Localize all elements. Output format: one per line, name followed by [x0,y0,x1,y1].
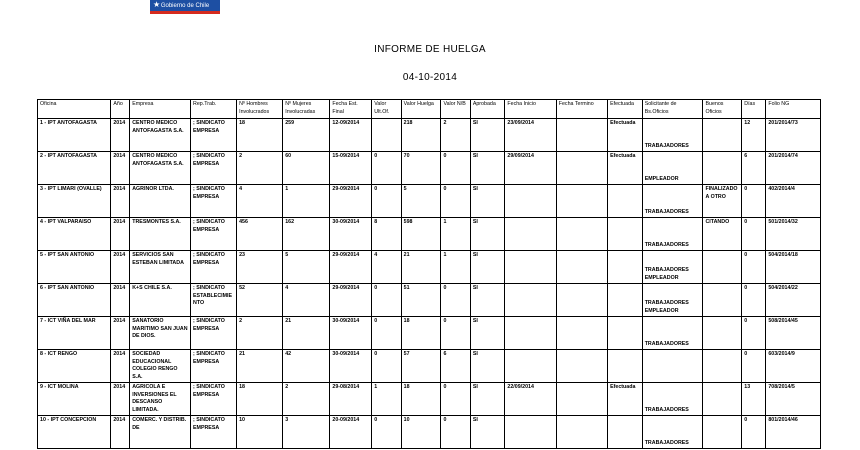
table-cell: 3 - IPT LIMARI (OVALLE) [38,185,111,218]
table-cell: 0 [441,284,470,317]
table-cell: 6 [742,152,766,185]
table-cell: 201/2014/73 [766,119,821,152]
table-cell: 10 - IPT CONCEPCION [38,416,111,449]
table-cell: ; SINDICATO EMPRESA [191,383,237,416]
table-cell: ; SINDICATO EMPRESA [191,317,237,350]
table-cell: AGRINOR LTDA. [130,185,191,218]
table-cell: 2 [237,317,283,350]
table-cell: 29-09/2014 [330,251,372,284]
table-cell: 29-09/2014 [330,185,372,218]
table-cell: 0 [441,152,470,185]
table-cell [505,317,556,350]
table-cell: 2014 [111,152,130,185]
table-cell [372,119,401,152]
table-cell: AGRICOLA E INVERSIONES EL DESCANSO LIMITADA. [130,383,191,416]
table-cell: 8 - ICT RENGO [38,350,111,383]
table-cell: 2014 [111,119,130,152]
table-cell [556,416,607,449]
table-cell: SI [470,317,505,350]
table-cell: 801/2014/46 [766,416,821,449]
table-cell: 60 [283,152,330,185]
column-header: Empresa [130,100,191,119]
table-row [38,416,821,449]
table-cell: ; SINDICATO ESTABLECIMIENTO [191,284,237,317]
table-cell: CITANDO [703,218,742,251]
table-cell: K+S CHILE S.A. [130,284,191,317]
column-header: Rep.Trab. [191,100,237,119]
table-cell: 4 - IPT VALPARAISO [38,218,111,251]
table-cell [608,317,643,350]
table-cell: 18 [401,383,441,416]
table-cell: 508/2014/45 [766,317,821,350]
table-row [38,317,821,350]
table-cell: ; SINDICATO EMPRESA [191,185,237,218]
table-cell: 10 [401,416,441,449]
table-cell [556,218,607,251]
table-cell: ; SINDICATO EMPRESA [191,218,237,251]
report-date: 04-10-2014 [402,72,458,83]
table-cell: SI [470,251,505,284]
table-cell: 0 [372,284,401,317]
column-header: Aprobada [470,100,505,119]
table-cell: 30-09/2014 [330,350,372,383]
table-cell: TRABAJADORES [642,317,703,350]
table-cell: SANATORIO MARITIMO SAN JUAN DE DIOS. [130,317,191,350]
table-cell: 4 [237,185,283,218]
table-cell: FINALIZADO A OTRO [703,185,742,218]
table-cell: TRABAJADORES [642,119,703,152]
table-cell [608,218,643,251]
table-cell: 3 [283,416,330,449]
table-cell: ; SINDICATO EMPRESA [191,416,237,449]
table-cell: 29/09/2014 [505,152,556,185]
table-cell: 0 [441,317,470,350]
table-cell [608,284,643,317]
table-cell: TRABAJADORES [642,383,703,416]
table-cell: 30-09/2014 [330,317,372,350]
table-cell: 2014 [111,284,130,317]
table-row [38,218,821,251]
column-header: Oficina [38,100,111,119]
column-header: Fecha Termino [556,100,607,119]
table-cell: CENTRO MEDICO ANTOFAGASTA S.A. [130,119,191,152]
table-cell: 2 [283,383,330,416]
column-header: Efectuada [608,100,643,119]
column-header: Folio NG [766,100,821,119]
table-cell: 5 [283,251,330,284]
table-cell: 18 [237,383,283,416]
table-cell: 162 [283,218,330,251]
table-cell: 2014 [111,416,130,449]
table-cell: 9 - ICT MOLINA [38,383,111,416]
table-cell [608,185,643,218]
table-cell: EMPLEADOR [642,152,703,185]
table-cell: 52 [237,284,283,317]
table-cell: 0 [441,416,470,449]
table-cell: 8 [372,218,401,251]
table-cell: 0 [372,152,401,185]
table-cell: 5 - IPT SAN ANTONIO [38,251,111,284]
report-title: INFORME DE HUELGA [374,44,486,55]
table-cell: 2014 [111,218,130,251]
table-cell: 2014 [111,350,130,383]
table-row [38,350,821,383]
table-cell: 1 [283,185,330,218]
table-cell: 0 [742,350,766,383]
table-cell: ; SINDICATO EMPRESA [191,152,237,185]
table-cell [556,185,607,218]
table-cell [505,416,556,449]
table-cell [703,317,742,350]
table-cell: 0 [441,383,470,416]
column-header: Solicitante de Bs.Oficios [642,100,703,119]
table-cell: 5 [401,185,441,218]
column-header: Valor N/B [441,100,470,119]
table-cell [556,284,607,317]
table-cell: 1 [441,251,470,284]
table-cell: TRABAJADORES EMPLEADOR [642,284,703,317]
table-cell [505,350,556,383]
table-cell: 402/2014/4 [766,185,821,218]
table-cell: 2 [441,119,470,152]
table-cell [703,119,742,152]
table-cell: 456 [237,218,283,251]
table-cell: 504/2014/18 [766,251,821,284]
table-cell: CENTRO MEDICO ANTOFAGASTA S.A. [130,152,191,185]
table-cell: 4 [283,284,330,317]
gobierno-logo [150,0,220,14]
table-cell: 0 [742,317,766,350]
strike-report-table [37,99,821,449]
table-cell: 30-09/2014 [330,218,372,251]
table-cell: TRABAJADORES EMPLEADOR [642,251,703,284]
table-cell: 1 [441,218,470,251]
table-cell [505,251,556,284]
table-row [38,185,821,218]
table-cell: 0 [372,416,401,449]
table-cell [556,152,607,185]
table-cell: 21 [237,350,283,383]
logo-text: Gobierno de Chile [160,3,210,9]
table-cell: 6 - IPT SAN ANTONIO [38,284,111,317]
table-row [38,284,821,317]
table-cell: ; SINDICATO EMPRESA [191,119,237,152]
table-cell: SI [470,350,505,383]
table-cell: SI [470,185,505,218]
table-cell: 18 [237,119,283,152]
table-cell: 4 [372,251,401,284]
star-icon: ★ [153,0,161,9]
table-cell: ; SINDICATO EMPRESA [191,350,237,383]
table-cell: 0 [372,317,401,350]
table-cell: 70 [401,152,441,185]
table-cell: 0 [742,284,766,317]
table-cell: 12 [742,119,766,152]
table-cell: 12-09/2014 [330,119,372,152]
table-cell: SI [470,119,505,152]
table-cell: 0 [372,350,401,383]
table-row [38,383,821,416]
table-cell [703,251,742,284]
table-cell [608,350,643,383]
header-row [38,100,821,119]
table-cell: 13 [742,383,766,416]
table-cell [703,416,742,449]
table-cell: 20-09/2014 [330,416,372,449]
table-cell [556,317,607,350]
table-cell: 10 [237,416,283,449]
table-cell [556,383,607,416]
column-header: Nº Mujeres Involucradas [283,100,330,119]
table-cell: 504/2014/22 [766,284,821,317]
table-cell: TRABAJADORES [642,185,703,218]
table-cell: 1 [372,383,401,416]
table-cell: SI [470,284,505,317]
table-row [38,152,821,185]
table-cell: 23 [237,251,283,284]
table-cell: 22/09/2014 [505,383,556,416]
table-cell: 2 [237,152,283,185]
table-row [38,251,821,284]
table-cell: 0 [372,185,401,218]
table-cell [505,218,556,251]
table-cell [505,185,556,218]
column-header: Nº Hombres Involucrados [237,100,283,119]
column-header: Fecha Est. Final [330,100,372,119]
table-cell: 0 [742,251,766,284]
table-cell [556,119,607,152]
table-cell: SI [470,152,505,185]
table-cell: 708/2014/5 [766,383,821,416]
table-cell: 57 [401,350,441,383]
table-cell: 603/2014/9 [766,350,821,383]
table-cell [608,416,643,449]
table-cell [556,251,607,284]
table-cell: COMERC. Y DISTRIB. DE [130,416,191,449]
table-cell: Efectuada [608,119,643,152]
table-cell: 23/09/2014 [505,119,556,152]
table-cell: TRABAJADORES [642,416,703,449]
table-cell [703,383,742,416]
table-cell: 7 - ICT VIÑA DEL MAR [38,317,111,350]
column-header: Valor Ult.Of. [372,100,401,119]
table-cell: 2014 [111,251,130,284]
table-cell: 2014 [111,185,130,218]
table-cell [703,284,742,317]
table-cell: 201/2014/74 [766,152,821,185]
table-cell: ; SINDICATO EMPRESA [191,251,237,284]
column-header: Fecha Inicio [505,100,556,119]
table-cell: SOCIEDAD EDUCACIONAL COLEGIO RENGO S.A. [130,350,191,383]
table-cell: 1 - IPT ANTOFAGASTA [38,119,111,152]
table-cell: 598 [401,218,441,251]
table-cell: 21 [401,251,441,284]
table-cell: 6 [441,350,470,383]
column-header: Días [742,100,766,119]
table-cell: SI [470,218,505,251]
table-cell: Efectuada [608,383,643,416]
table-cell: 29-09/2014 [330,284,372,317]
column-header: Valor Huelga [401,100,441,119]
table-cell: SI [470,416,505,449]
table-cell: 0 [742,218,766,251]
table-cell [703,350,742,383]
table-cell: 0 [742,416,766,449]
table-cell: 0 [742,185,766,218]
table-cell: 2014 [111,317,130,350]
table-cell: 18 [401,317,441,350]
column-header: Año [111,100,130,119]
table-cell [556,350,607,383]
table-cell: TRABAJADORES [642,218,703,251]
table-cell [642,350,703,383]
table-cell: Efectuada [608,152,643,185]
table-cell: 218 [401,119,441,152]
table-cell [608,251,643,284]
table-cell: 42 [283,350,330,383]
table-cell: 15-09/2014 [330,152,372,185]
table-cell: SERVICIOS SAN ESTEBAN LIMITADA [130,251,191,284]
table-cell [703,152,742,185]
logo-red-band [150,11,220,14]
column-header: Buenos Oficios [703,100,742,119]
table-cell: 21 [283,317,330,350]
table-cell: 0 [441,185,470,218]
table-cell: 51 [401,284,441,317]
table-cell [505,284,556,317]
table-row [38,119,821,152]
table-cell: 2 - IPT ANTOFAGASTA [38,152,111,185]
table-cell: 2014 [111,383,130,416]
table-cell: TRESMONTES S.A. [130,218,191,251]
table-cell: 29-08/2014 [330,383,372,416]
table-cell: 259 [283,119,330,152]
table-cell: SI [470,383,505,416]
table-cell: 501/2014/32 [766,218,821,251]
